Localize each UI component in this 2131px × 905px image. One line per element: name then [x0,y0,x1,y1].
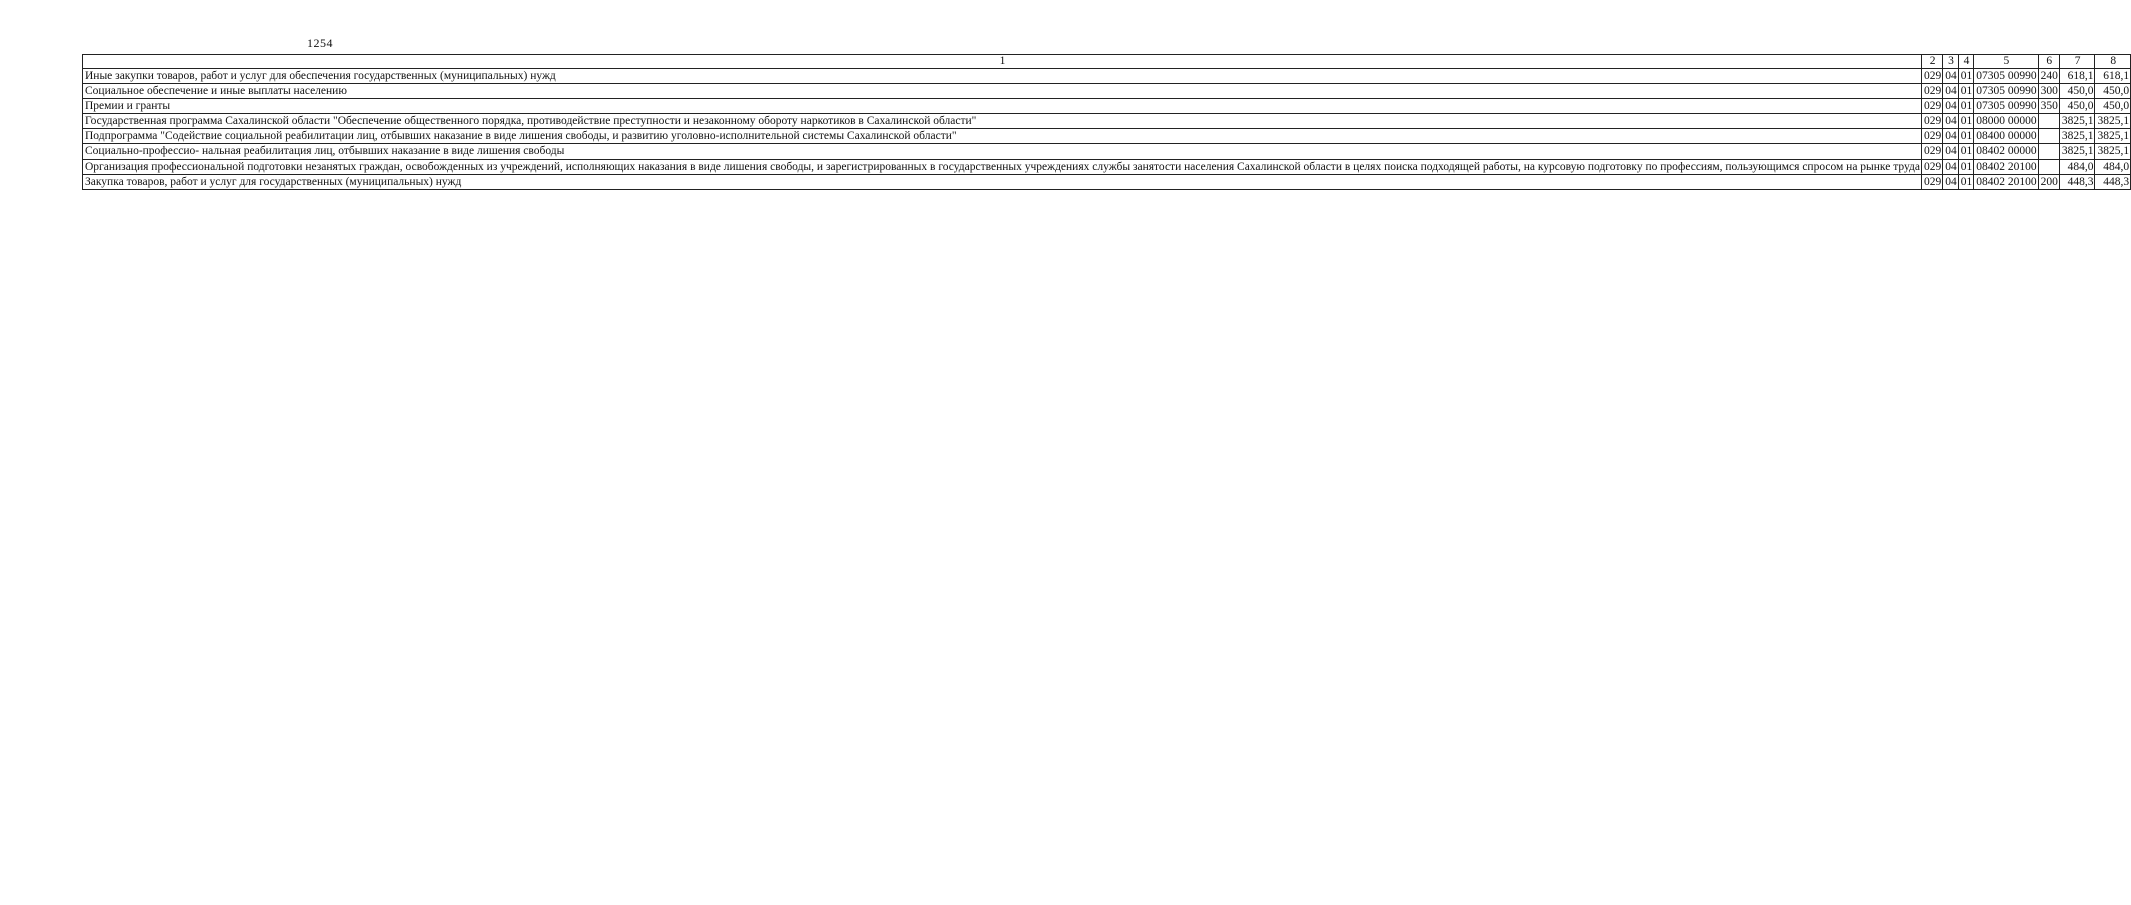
row-name: Подпрограмма "Содействие социальной реабилитации лиц, отбывших наказание в виде лишения свободы, и развитию уголовно-исполнительной системы Сахалинской области" [83,129,1922,144]
amount-2: 3825,1 [2095,114,2131,129]
page-number: 1254 [307,36,333,50]
amount-2: 618,1 [2095,69,2131,84]
section-code: 04 [1943,99,1959,114]
column-header: 3 [1943,55,1959,69]
amount: 450,0 [2059,84,2095,99]
subsection-code: 01 [1958,114,1974,129]
expense-code [2038,159,2059,174]
ministry-code: 029 [1921,69,1942,84]
subsection-code: 01 [1958,69,1974,84]
expense-code: 350 [2038,99,2059,114]
amount-2: 3825,1 [2095,144,2131,159]
table-row [83,129,2131,144]
table-row [83,159,2131,174]
table-row [83,114,2131,129]
amount: 484,0 [2059,159,2095,174]
ministry-code: 029 [1921,174,1942,189]
amount-2: 448,3 [2095,174,2131,189]
section-code: 04 [1943,84,1959,99]
column-number-row [83,55,2131,69]
subsection-code: 01 [1958,144,1974,159]
target-code: 08400 00000 [1974,129,2038,144]
expense-code [2038,129,2059,144]
amount-2: 450,0 [2095,99,2131,114]
row-name: Премии и гранты [83,99,1922,114]
section-code: 04 [1943,69,1959,84]
amount: 450,0 [2059,99,2095,114]
table-row [83,174,2131,189]
table-row [83,84,2131,99]
amount: 618,1 [2059,69,2095,84]
column-header: 5 [1974,55,2038,69]
column-header: 8 [2095,55,2131,69]
column-header: 1 [83,55,1922,69]
expense-code [2038,114,2059,129]
section-code: 04 [1943,129,1959,144]
amount-2: 3825,1 [2095,129,2131,144]
ministry-code: 029 [1921,144,1942,159]
table-row [83,69,2131,84]
subsection-code: 01 [1958,99,1974,114]
column-header: 7 [2059,55,2095,69]
expense-code [2038,144,2059,159]
section-code: 04 [1943,114,1959,129]
subsection-code: 01 [1958,129,1974,144]
row-name: Организация профессиональной подготовки незанятых граждан, освобожденных из учреждений, исполняющих наказания в виде лишения свободы, и зарегистрированных в государственных учреждениях службы занятости населения Сахалинской области в целях поиска подходящей работы, на курсовую подготовку по профессиям, пользующимся спросом на рынке труда [83,159,1922,174]
table-row [83,144,2131,159]
amount: 3825,1 [2059,129,2095,144]
amount-2: 484,0 [2095,159,2131,174]
target-code: 07305 00990 [1974,69,2038,84]
row-name: Государственная программа Сахалинской области "Обеспечение общественного порядка, противодействие преступности и незаконному обороту наркотиков в Сахалинской области" [83,114,1922,129]
target-code: 07305 00990 [1974,99,2038,114]
target-code: 08402 20100 [1974,159,2038,174]
column-header: 4 [1958,55,1974,69]
row-name: Социально-профессио- нальная реабилитация лиц, отбывших наказание в виде лишения свободы [83,144,1922,159]
section-code: 04 [1943,174,1959,189]
ministry-code: 029 [1921,84,1942,99]
amount: 448,3 [2059,174,2095,189]
subsection-code: 01 [1958,159,1974,174]
expense-code: 240 [2038,69,2059,84]
subsection-code: 01 [1958,84,1974,99]
target-code: 07305 00990 [1974,84,2038,99]
section-code: 04 [1943,159,1959,174]
amount: 3825,1 [2059,144,2095,159]
row-name: Закупка товаров, работ и услуг для государственных (муниципальных) нужд [83,174,1922,189]
column-header: 2 [1921,55,1942,69]
expense-code: 200 [2038,174,2059,189]
table-row [83,99,2131,114]
section-code: 04 [1943,144,1959,159]
ministry-code: 029 [1921,159,1942,174]
row-name: Социальное обеспечение и иные выплаты населению [83,84,1922,99]
ministry-code: 029 [1921,99,1942,114]
amount-2: 450,0 [2095,84,2131,99]
subsection-code: 01 [1958,174,1974,189]
column-header: 6 [2038,55,2059,69]
target-code: 08000 00000 [1974,114,2038,129]
target-code: 08402 00000 [1974,144,2038,159]
ministry-code: 029 [1921,129,1942,144]
target-code: 08402 20100 [1974,174,2038,189]
budget-table [82,54,2131,190]
ministry-code: 029 [1921,114,1942,129]
expense-code: 300 [2038,84,2059,99]
row-name: Иные закупки товаров, работ и услуг для обеспечения государственных (муниципальных) нужд [83,69,1922,84]
amount: 3825,1 [2059,114,2095,129]
